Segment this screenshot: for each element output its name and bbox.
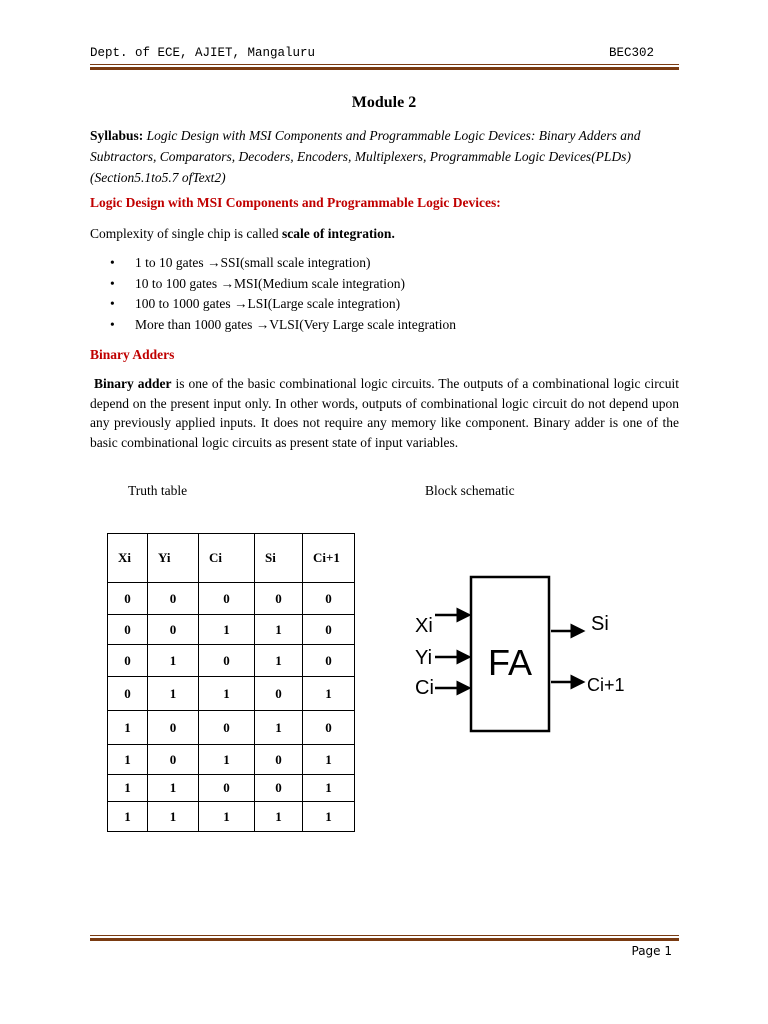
table-cell: 0 <box>199 583 255 615</box>
table-cell: 1 <box>108 775 148 802</box>
table-cell: 1 <box>148 645 199 677</box>
table-cell: 1 <box>303 677 355 711</box>
table-cell: 0 <box>108 583 148 615</box>
table-cell: 1 <box>148 802 199 832</box>
syllabus-label: Syllabus: <box>90 128 144 143</box>
footer-rule-thin <box>90 935 679 936</box>
header-rule-thin <box>90 64 679 65</box>
table-cell: 0 <box>255 677 303 711</box>
complexity-text: Complexity of single chip is called <box>90 226 282 241</box>
fa-label: FA <box>487 642 533 683</box>
syllabus-paragraph <box>90 125 680 188</box>
table-row <box>108 711 355 745</box>
column-header: Xi <box>108 534 148 583</box>
bullet-dot: • <box>110 316 115 332</box>
integration-scale-list <box>110 253 456 335</box>
table-header-row <box>108 534 355 583</box>
table-row <box>108 645 355 677</box>
table-cell: 1 <box>255 645 303 677</box>
table-cell: 1 <box>255 802 303 832</box>
list-item-text: More than 1000 gates →VLSI(Very Large scale integration <box>135 316 457 332</box>
complexity-sentence <box>90 226 395 242</box>
list-item <box>110 294 456 315</box>
list-item-text: 1 to 10 gates →SSI(small scale integration) <box>135 255 371 270</box>
list-item <box>110 315 456 336</box>
list-item <box>110 274 456 295</box>
bullet-dot: • <box>110 296 115 311</box>
syllabus-text: Logic Design with MSI Components and Programmable Logic Devices: Binary Adders and Subtractors, Comparators, Decoders, Encoders, Multiplexers, Programmable Logic Devices(PLDs) (Section5.1to5.7 ofText2) <box>90 128 641 185</box>
table-cell: 1 <box>148 775 199 802</box>
table-cell: 0 <box>108 615 148 645</box>
bullet-dot: • <box>110 275 115 291</box>
header-course-code: BEC302 <box>608 46 654 60</box>
table-cell: 1 <box>303 802 355 832</box>
input-label-ci: Ci <box>415 677 434 699</box>
page-number: Page 1 <box>631 944 672 958</box>
header-department: Dept. of ECE, AJIET, Mangaluru <box>90 46 316 60</box>
table-cell: 0 <box>255 745 303 775</box>
block-schematic-caption: Block schematic <box>425 483 515 498</box>
column-header: Ci <box>199 534 255 583</box>
table-cell: 0 <box>199 775 255 802</box>
table-row <box>108 802 355 832</box>
table-cell: 0 <box>148 615 199 645</box>
truth-table <box>107 533 355 832</box>
output-label-ci1: Ci+1 <box>587 675 625 695</box>
input-label-xi: Xi <box>415 615 433 637</box>
table-cell: 0 <box>148 711 199 745</box>
table-cell: 0 <box>108 645 148 677</box>
binary-adders-body: is one of the basic combinational logic circuits. The outputs of a combinational logic circuit depend on the present input only. In other words, outputs of combinational logic circuit do not depend upon any previously applied inputs. It does not require any memory like component. Binary adder is one of the basic combinational logic circuits as present state of input variables. <box>90 376 679 450</box>
list-item-text: 10 to 100 gates →MSI(Medium scale integration) <box>135 275 405 291</box>
truth-table-caption: Truth table <box>128 483 188 498</box>
table-cell: 0 <box>148 583 199 615</box>
table-cell: 0 <box>148 745 199 775</box>
output-label-si: Si <box>591 613 609 635</box>
header-rule-thick <box>90 67 679 70</box>
table-cell: 1 <box>199 802 255 832</box>
table-cell: 1 <box>303 745 355 775</box>
table-row <box>108 583 355 615</box>
section-heading: Logic Design with MSI Components and Programmable Logic Devices: <box>90 195 501 210</box>
complexity-bold: scale of integration. <box>281 226 395 241</box>
binary-adders-heading: Binary Adders <box>90 347 175 362</box>
table-cell: 0 <box>108 677 148 711</box>
table-cell: 0 <box>255 583 303 615</box>
list-item <box>110 253 456 274</box>
bullet-dot: • <box>110 255 115 270</box>
table-cell: 0 <box>255 775 303 802</box>
full-adder-block-diagram <box>405 570 635 740</box>
table-cell: 1 <box>303 775 355 802</box>
binary-adder-lead: Binary adder <box>93 376 172 391</box>
table-cell: 1 <box>148 677 199 711</box>
footer-rule-thick <box>90 938 679 941</box>
input-label-yi: Yi <box>415 647 433 669</box>
table-row <box>108 677 355 711</box>
table-cell: 0 <box>303 645 355 677</box>
table-cell: 1 <box>199 615 255 645</box>
table-cell: 1 <box>255 711 303 745</box>
binary-adders-paragraph <box>90 374 679 452</box>
table-cell: 1 <box>199 677 255 711</box>
table-cell: 1 <box>108 745 148 775</box>
column-header: Si <box>255 534 303 583</box>
column-header: Ci+1 <box>303 534 355 583</box>
table-row <box>108 745 355 775</box>
table-cell: 0 <box>303 711 355 745</box>
table-cell: 0 <box>199 711 255 745</box>
table-cell: 0 <box>199 645 255 677</box>
table-row <box>108 615 355 645</box>
page-title: Module 2 <box>351 94 417 111</box>
table-cell: 1 <box>108 802 148 832</box>
list-item-text: 100 to 1000 gates →LSI(Large scale integration) <box>135 296 401 311</box>
table-cell: 0 <box>303 615 355 645</box>
table-cell: 1 <box>108 711 148 745</box>
table-cell: 1 <box>199 745 255 775</box>
table-row <box>108 775 355 802</box>
column-header: Yi <box>148 534 199 583</box>
table-cell: 1 <box>255 615 303 645</box>
table-cell: 0 <box>303 583 355 615</box>
